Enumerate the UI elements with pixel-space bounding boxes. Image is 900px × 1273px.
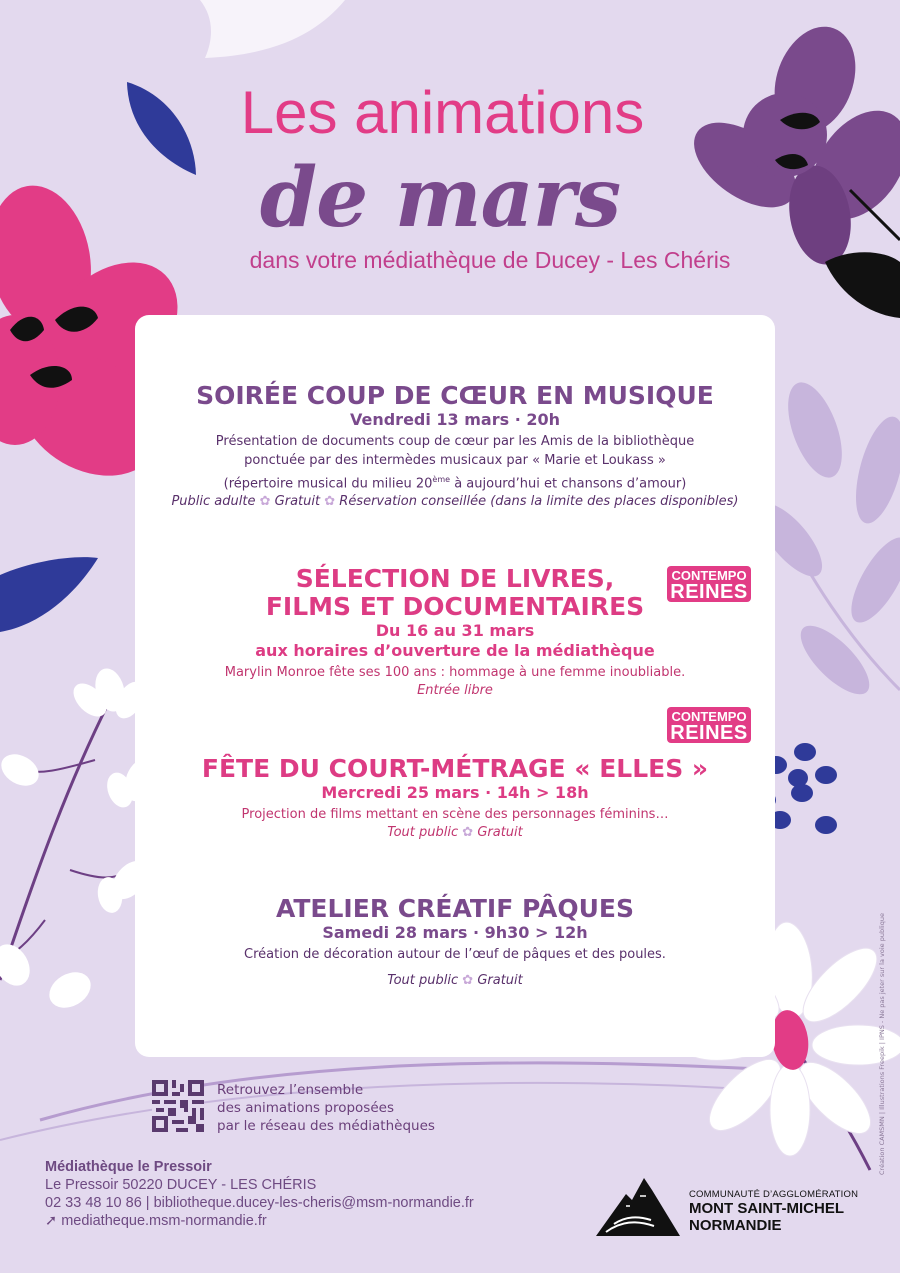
- flower-icon: ✿: [259, 494, 271, 510]
- arrow-cursor-icon: ➚: [45, 1213, 58, 1229]
- events-card: [135, 315, 775, 1057]
- event-date: Samedi 28 mars · 9h30 > 12h: [322, 923, 588, 942]
- event-description: ponctuée par des intermèdes musicaux par « Marie et Loukass »: [244, 453, 666, 468]
- flower-icon: ✿: [462, 973, 474, 988]
- event-title: ATELIER CRÉATIF PÂQUES: [275, 894, 635, 923]
- event-meta: Tout public ✿ Gratuit: [387, 825, 523, 840]
- library-website[interactable]: mediatheque.msm-normandie.fr: [61, 1213, 267, 1229]
- event-meta: Tout public ✿ Gratuit: [387, 973, 523, 988]
- title-line-1: Les animations: [240, 79, 645, 146]
- retrouvez-text: Retrouvez l’ensemble des animations proposées par le réseau des médiathèques: [217, 1082, 435, 1134]
- library-address: Le Pressoir 50220 DUCEY - LES CHÉRIS: [45, 1177, 317, 1193]
- event-description: Présentation de documents coup de cœur par les Amis de la bibliothèque: [215, 434, 695, 449]
- event-court-metrage: [135, 755, 775, 842]
- event-soiree: [135, 382, 775, 511]
- event-atelier: [135, 895, 775, 990]
- contempo-reines-badge: CONTEMPO REINES: [667, 566, 751, 602]
- blue-leaf-left: [0, 557, 98, 632]
- flower-icon: ✿: [462, 825, 474, 840]
- title-line-2: de mars: [259, 150, 621, 246]
- logo-text: COMMUNAUTÉ D’AGGLOMÉRATION MONT SAINT-MICHEL NORMANDIE: [689, 1189, 859, 1234]
- credit-text: Création CAMSMN | Illustrations Freepik | IPNS - Ne pas jeter sur la voie publique: [878, 913, 886, 1175]
- event-date: Du 16 au 31 mars: [375, 621, 535, 640]
- qr-code-icon[interactable]: [152, 1080, 204, 1132]
- subtitle: dans votre médiathèque de Ducey - Les Chéris: [249, 247, 731, 273]
- event-title: SÉLECTION DE LIVRES,: [295, 564, 615, 593]
- library-name: Médiathèque le Pressoir: [45, 1159, 212, 1175]
- event-title: FILMS ET DOCUMENTAIRES: [265, 592, 645, 621]
- event-description: Marylin Monroe fête ses 100 ans : hommage à une femme inoubliable.: [224, 665, 686, 680]
- event-date: Mercredi 25 mars · 14h > 18h: [321, 783, 589, 802]
- event-title: SOIRÉE COUP DE CŒUR EN MUSIQUE: [196, 381, 714, 410]
- event-meta: Entrée libre: [417, 683, 493, 698]
- flower-icon: ✿: [324, 494, 336, 510]
- event-title: FÊTE DU COURT-MÉTRAGE « ELLES »: [201, 754, 709, 783]
- event-meta: Public adulte ✿ Gratuit ✿ Réservation conseillée (dans la limite des places disponibles): [171, 494, 739, 510]
- mont-saint-michel-logo-icon: [596, 1176, 680, 1238]
- event-description: (répertoire musical du milieu 20ème à aujourd’hui et chansons d’amour): [223, 475, 687, 492]
- white-leaf-top: [200, 0, 345, 58]
- footer-contact: [45, 1158, 474, 1230]
- contempo-reines-badge: CONTEMPO REINES: [667, 707, 751, 743]
- library-website-row: [45, 1212, 474, 1230]
- event-date: Vendredi 13 mars · 20h: [349, 410, 561, 429]
- library-contact[interactable]: 02 33 48 10 86 | bibliotheque.ducey-les-cheris@msm-normandie.fr: [45, 1195, 474, 1211]
- event-description: Projection de films mettant en scène des personnages féminins…: [241, 807, 669, 822]
- event-date: aux horaires d’ouverture de la médiathèque: [255, 641, 655, 660]
- event-description: Création de décoration autour de l’œuf de pâques et des poules.: [244, 947, 666, 962]
